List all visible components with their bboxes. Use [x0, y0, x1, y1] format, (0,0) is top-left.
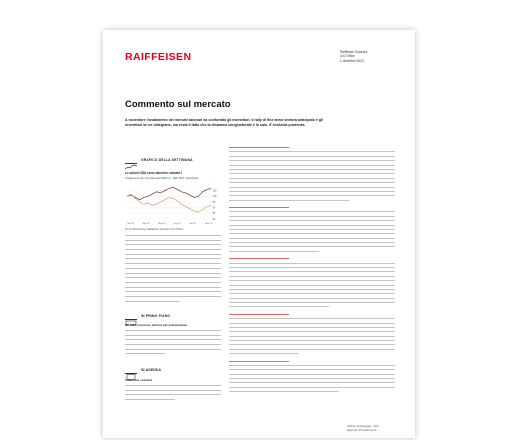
header-line: CIO Office [340, 54, 355, 59]
signature-name: Jeffrey Hochegger, CFA [347, 424, 379, 428]
y-tick-label: 100 [212, 195, 217, 199]
agenda-title: Inflazione svizzera [125, 378, 153, 382]
agenda-heading-text: IN AGENDA [141, 368, 162, 372]
signature-role: Esperto d'investimenti [347, 428, 377, 433]
chart-subtitle: Andamento dei corsi Russell 2000 vs. S&P 500, indicizzato [125, 176, 199, 180]
right-column-text [229, 147, 395, 396]
chart-source: Fonti: Bloomberg, Raiffeisen Svizzera CIO Office [125, 228, 184, 231]
y-tick-label: 85 [212, 212, 216, 216]
agenda-text [125, 385, 221, 404]
chart-box-heading [125, 156, 221, 164]
page-title: Commento sul mercato [125, 99, 231, 110]
primo-piano-title: Gli USA crescono ancora più velocemente [125, 323, 188, 327]
x-tick-label: Set 23 [189, 223, 196, 225]
x-tick-label: Mar 23 [142, 223, 150, 225]
y-tick-label: 90 [212, 206, 216, 210]
y-tick-label: 95 [212, 200, 216, 204]
header-info [340, 50, 367, 63]
left-column-text [125, 235, 221, 305]
x-tick-label: Lug 23 [173, 223, 181, 225]
y-tick-label: 80 [212, 217, 216, 221]
line-chart [125, 183, 221, 227]
x-tick-label: Nov 23 [205, 223, 212, 225]
calendar-icon [125, 367, 137, 374]
primo-piano-heading-text: IN PRIMO PIANO [141, 314, 171, 318]
lead-paragraph: A novembre l'andamento dei mercati azionari ha confortato gli investitori. Il rally di fine anno sembra anticipato e gli investitori se ne rallegrano, ma resta il fatto che la dinamica congiunturale è in calo. È richiesta prudenza. [125, 118, 324, 128]
x-tick-label: Gen 23 [127, 223, 135, 225]
chart-box-heading-text: GRAFICO DELLA SETTIMANA [141, 158, 193, 162]
y-tick-label: 105 [212, 189, 217, 193]
document-page [103, 30, 415, 438]
map-icon [125, 313, 137, 320]
header-line: Raiffeisen Svizzera [340, 50, 368, 54]
primo-piano-heading [125, 312, 221, 320]
x-tick-label: Mag 23 [158, 223, 166, 225]
brand-logo: RAIFFEISEN [125, 51, 192, 63]
chart-icon [125, 157, 137, 164]
header-line: 1 dicembre 2023 [340, 58, 364, 63]
primo-piano-text [125, 330, 221, 358]
signature [347, 424, 379, 432]
agenda-heading [125, 366, 221, 374]
series-line-2 [127, 194, 211, 212]
chart-title: Le azioni USA sono davvero rubuste? [125, 171, 183, 175]
